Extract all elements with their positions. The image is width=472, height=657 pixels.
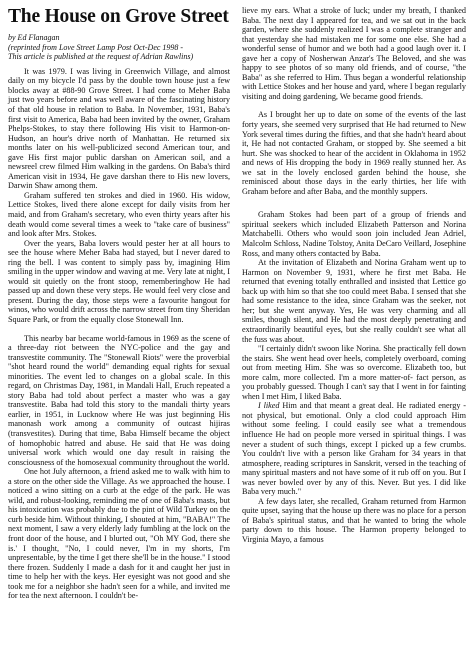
paragraph: As I brought her up to date on some of the events of the last forty years, she seemed very surprised that He had returned to New York several times during the fifties, and that she hadn't heard about it, He had not contacted Graham, or stopped by. She seemed a bit hurt. She was shocked to hear of the accident in Oklahoma in 1952 and news of His dropping the body in 1969 really stunned her. As we sat in the lovely enclosed garden behind the house, she reminisced about those days in the early thirties, her life with Graham before and after Baba, and the monthly suppers. <box>242 110 466 196</box>
paragraph: Graham Stokes had been part of a group of friends and spiritual seekers which included Elizabeth Patterson and Norina Matchabelli. Others who would soon join included Jean Adriel, Malcolm Schloss, Nadine Tolstoy, Anita DeCaro Veillard, Josephine Ross, and many others contacted by Baba. <box>242 210 466 258</box>
article-page <box>8 6 466 652</box>
paragraph: A few days later, she recalled, Graham returned from Harmon quite upset, saying that the house up there was no place for a person of Baba's spiritual status, and that he wanted to bring the whole party down to this house. The Harmon property belonged to Virginia Mayo, a famous <box>242 496 466 544</box>
paragraph-italic-lead: I liked Him and that meant a great deal. He radiated energy - not physical, but emotional. Only a clod could approach Him without some feeling. I could easily see what a tremendous influence He had on people more versed in spiritual things. I was never a student of such things, except I picked up a few crumbs. You couldn't live with a person like Graham for 34 years in that atmosphere, reading scriptures in Sanskrit, versed in the teaching of many spiritual masters and not have some of it rub off on you. But I was never bowled over by any of this. Never. But yes. I did like Baba very much." <box>242 401 467 497</box>
right-column <box>242 6 466 545</box>
emphasis: I liked <box>258 401 280 411</box>
article-title: The House on Grove Street <box>8 6 229 27</box>
paragraph: Over the years, Baba lovers would pester her at all hours to see the house where Meher Baba had stayed, but I never dared to ring the bell. I was content to simply pass by, imagining Him smiling in the upper window and waving at me. Very late at night, I would sit quietly on the front stoop, rememberinghow He had passed up and down these very steps. He would feel very close and present. During the day, those steps were a favourite hangout for winos, who would drift across the narrow street from tiny Sheridan Square Park, or from the equally close Stonewall Inn. <box>8 238 230 324</box>
paragraph: It was 1979. I was living in Greenwich Village, and almost daily on my bicycle I'd pass by the double town house just a few blocks away at #88-90 Grove Street. I had come to Meher Baba just two years before and was well aware of the fascinating history of that old house in relation to Baba. In November, 1931, Baba's first visit to America, Baba had been invited by the owner, Graham Phelps-Stokes, to stay there following His visit to Harmon-on-Hudson, an hour's drive north of Manhattan. He returned six months later on his well-publicized second American tour, and gave His first major public darshan on American soil, and a newsreel crew filmed Him walking in the gardens. On Baba's third American visit in 1934, He gave darshan there to His new lovers, Darwin Shaw among them. <box>8 66 230 191</box>
paragraph: One hot July afternoon, a friend asked me to walk with him to a store on the other side the Village. As we approached the house. I noticed a wino sitting on a curb at the edge of the park. He was wild, and robust-looking, reminding me of one of Baba's masts, but his intoxication was probably due to the pint of Wild Turkey on the curb beside him. Without thinking, I shouted at him, "BABA!" The next moment, I saw a very elderly lady fumbling at the lock on the front door of the house, and I blurted out, "Oh MY God, there she is.' I thought, "No, I could never, I'm in my shorts, I'm unpresentable, by the time I get there she'll be in the house." I stood there frozen. Suddenly I made a dash for it and caught her just in time to help her with the keys. Her eyesight was not good and she took me for a neighbor she hadn't seen for a while, and invited me for tea the next afternoon. I couldn't be- <box>8 467 230 601</box>
byline <box>8 33 230 62</box>
paragraph: This nearby bar became world-famous in 1969 as the scene of a three-day riot between the NYC-police and the gay and transvestite community. The "Stonewall Riots" were the proverbial "shot heard round the world" demanding equal rights for sexual minorities. The event led to changes on a global scale. In this regard, on Christmas Day, 1981, in Mandali Hall, Eruch repeated a story Baba had told about perfect a master who was a gay transvestite. Baba had told this story to the mandali thirty years earlier, in 1951, in Lucknow where He was just beginning His manonash work among a community of outcast hijiras (transvestites). During that time, Baba Himself became the object of homophobic hatred and abuse. He said that He was doing universal work which would one day result in raising the consciousness of the homosexual community throughout the world. <box>8 333 230 467</box>
byline-note: This article is published at the request of Adrian Rawlins) <box>8 52 194 62</box>
paragraph: "I certainly didn't swoon like Norina. She practically fell down the stairs. She went head over heels, completely overboard, coming out from meeting Him. She was so overcome. Elizabeth too, but more calm, more collected. I'm a more matter-of- fact person, as you probably guessed. Though I can't say that I went in for fainting when I met Him, I liked Baba. <box>242 344 466 401</box>
byline-author: by Ed Flanagan <box>8 33 60 42</box>
paragraph: At the invitation of Elizabeth and Norina Graham went up to Harmon on November 9, 1931, where he first met Baba. He returned that evening totally enthralled and insisted that Lettice go back up with him so that she too could meet Baba. I sensed that she had some resistance to the idea, since Graham was the seeker, not her; but she went anyway. Yes, He was very charming and all smiles, though silent, and He had the most deeply penetrating and extraordinarily beautiful eyes, but she really couldn't see what all the fuss was about. <box>242 258 466 344</box>
paragraph: lieve my ears. What a stroke of luck; under my breath, I thanked Baba. The next day I appeared for tea, and we sat out in the back garden, where she suddenly realized I was a complete stranger and that yesterday she had mistaken me for some one else. She had a wonderful sense of humor and we both had a good laugh over it. I gave her a copy of Nosherwan Anzar's The Beloved, and she was happy to see photos of so many old friends, and of course, "the Baba" as she referred to Him. Thus began a wonderful relationship with Lettice Stokes and her house and yard, where I began regularly visiting and doing gardening, We became good friends. <box>242 6 466 101</box>
paragraph: Graham suffered ten strokes and died in 1960. His widow, Lettice Stokes, lived there alone except for daily visits from her maid, and from Graham's secretary, who even thirty years after his death would come several times a week to "take care of business" and look after Mrs. Stokes. <box>8 190 230 239</box>
left-column <box>8 6 230 601</box>
byline-source: (reprinted from Love Street Lamp Post Oct-Dec 1998 - <box>8 42 184 52</box>
